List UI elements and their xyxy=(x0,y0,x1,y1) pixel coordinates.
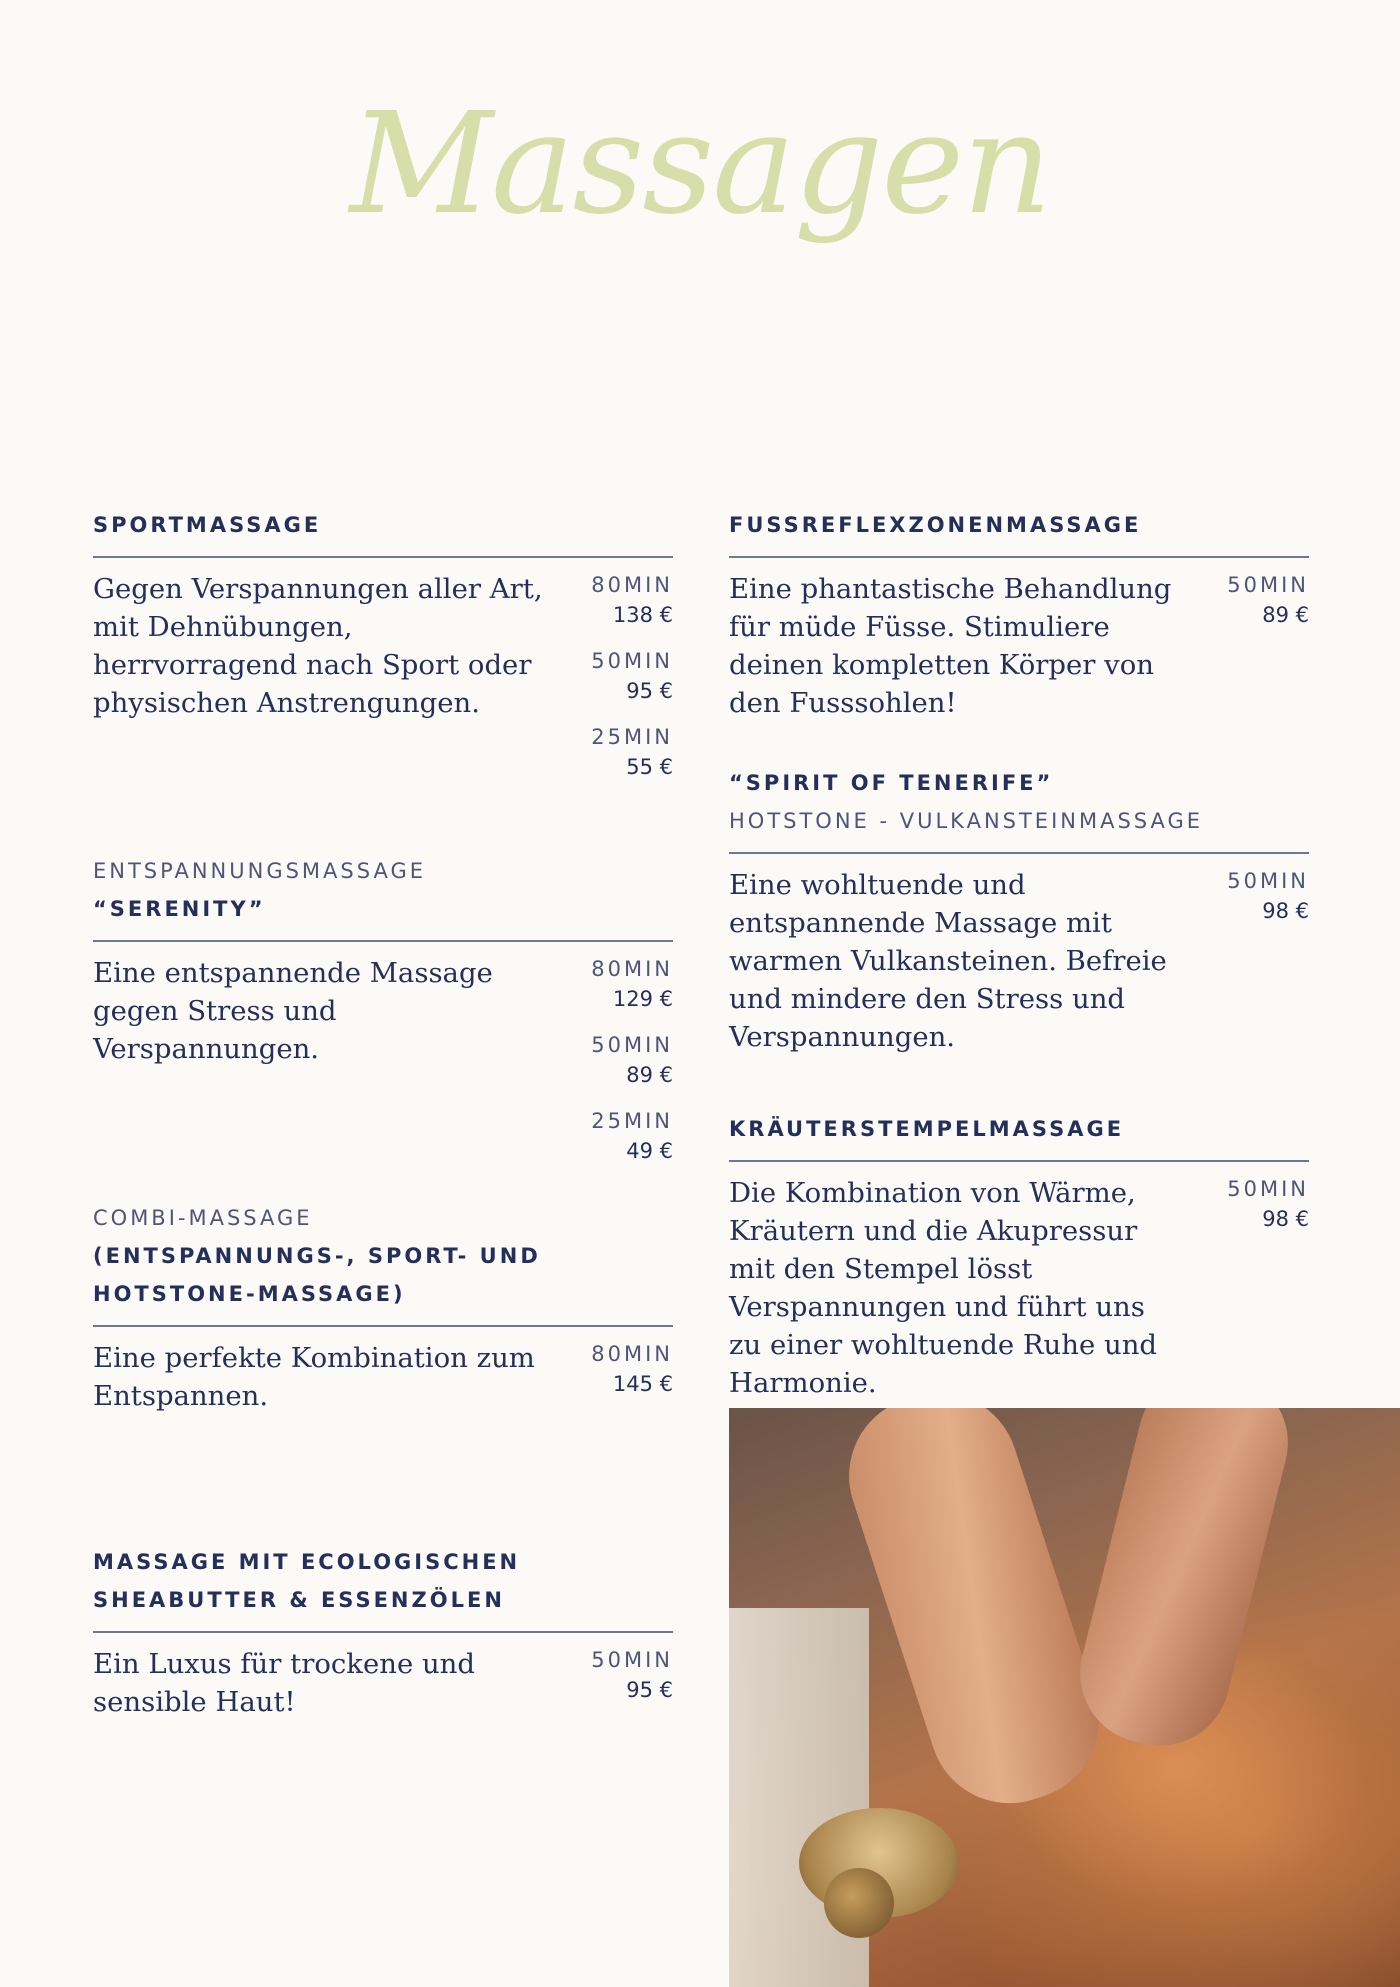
price-list xyxy=(591,570,673,798)
hair-bun xyxy=(824,1868,894,1938)
duration: 80MIN xyxy=(591,1342,673,1366)
duration: 80MIN xyxy=(591,957,673,981)
duration: 50MIN xyxy=(591,1033,673,1057)
heading-line: FUSSREFLEXZONENMASSAGE xyxy=(729,513,1142,537)
section-heading xyxy=(729,506,1309,558)
price: 89 € xyxy=(626,1063,673,1087)
price-list xyxy=(1227,866,1309,1056)
price: 95 € xyxy=(626,1678,673,1702)
price: 138 € xyxy=(612,603,673,627)
description: Gegen Verspannungen aller Art, mit Dehnübungen, herrvorragend nach Sport oder physischen Anstrengungen. xyxy=(93,573,543,719)
description: Die Kombination von Wärme, Kräutern und die Akupressur mit den Stempel lösst Verspannungen und führt uns zu einer wohltuende Ruhe und Harmonie. xyxy=(729,1177,1158,1399)
heading-line: “SPIRIT OF TENERIFE” xyxy=(729,771,1054,795)
section-heading xyxy=(729,1110,1309,1162)
section-fussreflexzonenmassage xyxy=(729,506,1309,722)
duration: 50MIN xyxy=(591,649,673,673)
heading-line: SHEABUTTER & ESSENZÖLEN xyxy=(93,1588,505,1612)
page-title: Massagen xyxy=(349,83,1051,246)
price-list xyxy=(1227,1174,1309,1402)
section-heading xyxy=(93,1543,673,1633)
duration: 50MIN xyxy=(1227,869,1309,893)
therapist-arm xyxy=(828,1408,1119,1824)
heading-line: COMBI-MASSAGE xyxy=(93,1206,313,1230)
duration: 80MIN xyxy=(591,573,673,597)
description: Ein Luxus für trockene und sensible Haut! xyxy=(93,1648,475,1718)
section-heading xyxy=(729,764,1309,854)
price: 89 € xyxy=(1262,603,1309,627)
price: 98 € xyxy=(1262,899,1309,923)
description: Eine entspannende Massage gegen Stress und Verspannungen. xyxy=(93,957,493,1065)
heading-line: HOTSTONE - VULKANSTEINMASSAGE xyxy=(729,809,1204,833)
section-combi-massage xyxy=(93,1199,673,1415)
section-heading xyxy=(93,1199,673,1327)
price: 49 € xyxy=(626,1139,673,1163)
description: Eine phantastische Behandlung für müde Füsse. Stimuliere deinen kompletten Körper von den Fusssohlen! xyxy=(729,573,1172,719)
duration: 50MIN xyxy=(591,1648,673,1672)
duration: 25MIN xyxy=(591,725,673,749)
price-list xyxy=(591,1645,673,1721)
section-entspannungsmassage xyxy=(93,852,673,1182)
price: 55 € xyxy=(626,755,673,779)
duration: 50MIN xyxy=(1227,1177,1309,1201)
heading-line: KRÄUTERSTEMPELMASSAGE xyxy=(729,1117,1125,1141)
price: 145 € xyxy=(612,1372,673,1396)
section-sportmassage xyxy=(93,506,673,798)
section-kraeuterstempelmassage xyxy=(729,1110,1309,1402)
description: Eine perfekte Kombination zum Entspannen. xyxy=(93,1342,535,1412)
section-hotstone xyxy=(729,764,1309,1056)
section-heading xyxy=(93,506,673,558)
therapist-arm xyxy=(1065,1408,1302,1761)
heading-line: MASSAGE MIT ECOLOGISCHEN xyxy=(93,1550,521,1574)
description: Eine wohltuende und entspannende Massage mit warmen Vulkansteinen. Befreie und mindere den Stress und Verspannungen. xyxy=(729,869,1167,1053)
price: 129 € xyxy=(612,987,673,1011)
price: 95 € xyxy=(626,679,673,703)
heading-line: (ENTSPANNUNGS-, SPORT- UND xyxy=(93,1244,541,1268)
price-list xyxy=(591,954,673,1182)
section-heading xyxy=(93,852,673,942)
heading-line: ENTSPANNUNGSMASSAGE xyxy=(93,859,426,883)
price-list xyxy=(1227,570,1309,722)
duration: 50MIN xyxy=(1227,573,1309,597)
price-list xyxy=(591,1339,673,1415)
heading-line: “SERENITY” xyxy=(93,897,266,921)
price: 98 € xyxy=(1262,1207,1309,1231)
section-sheabutter xyxy=(93,1543,673,1721)
heading-line: HOTSTONE-MASSAGE) xyxy=(93,1282,406,1306)
massage-photo xyxy=(729,1408,1400,1987)
duration: 25MIN xyxy=(591,1109,673,1133)
heading-line: SPORTMASSAGE xyxy=(93,513,322,537)
